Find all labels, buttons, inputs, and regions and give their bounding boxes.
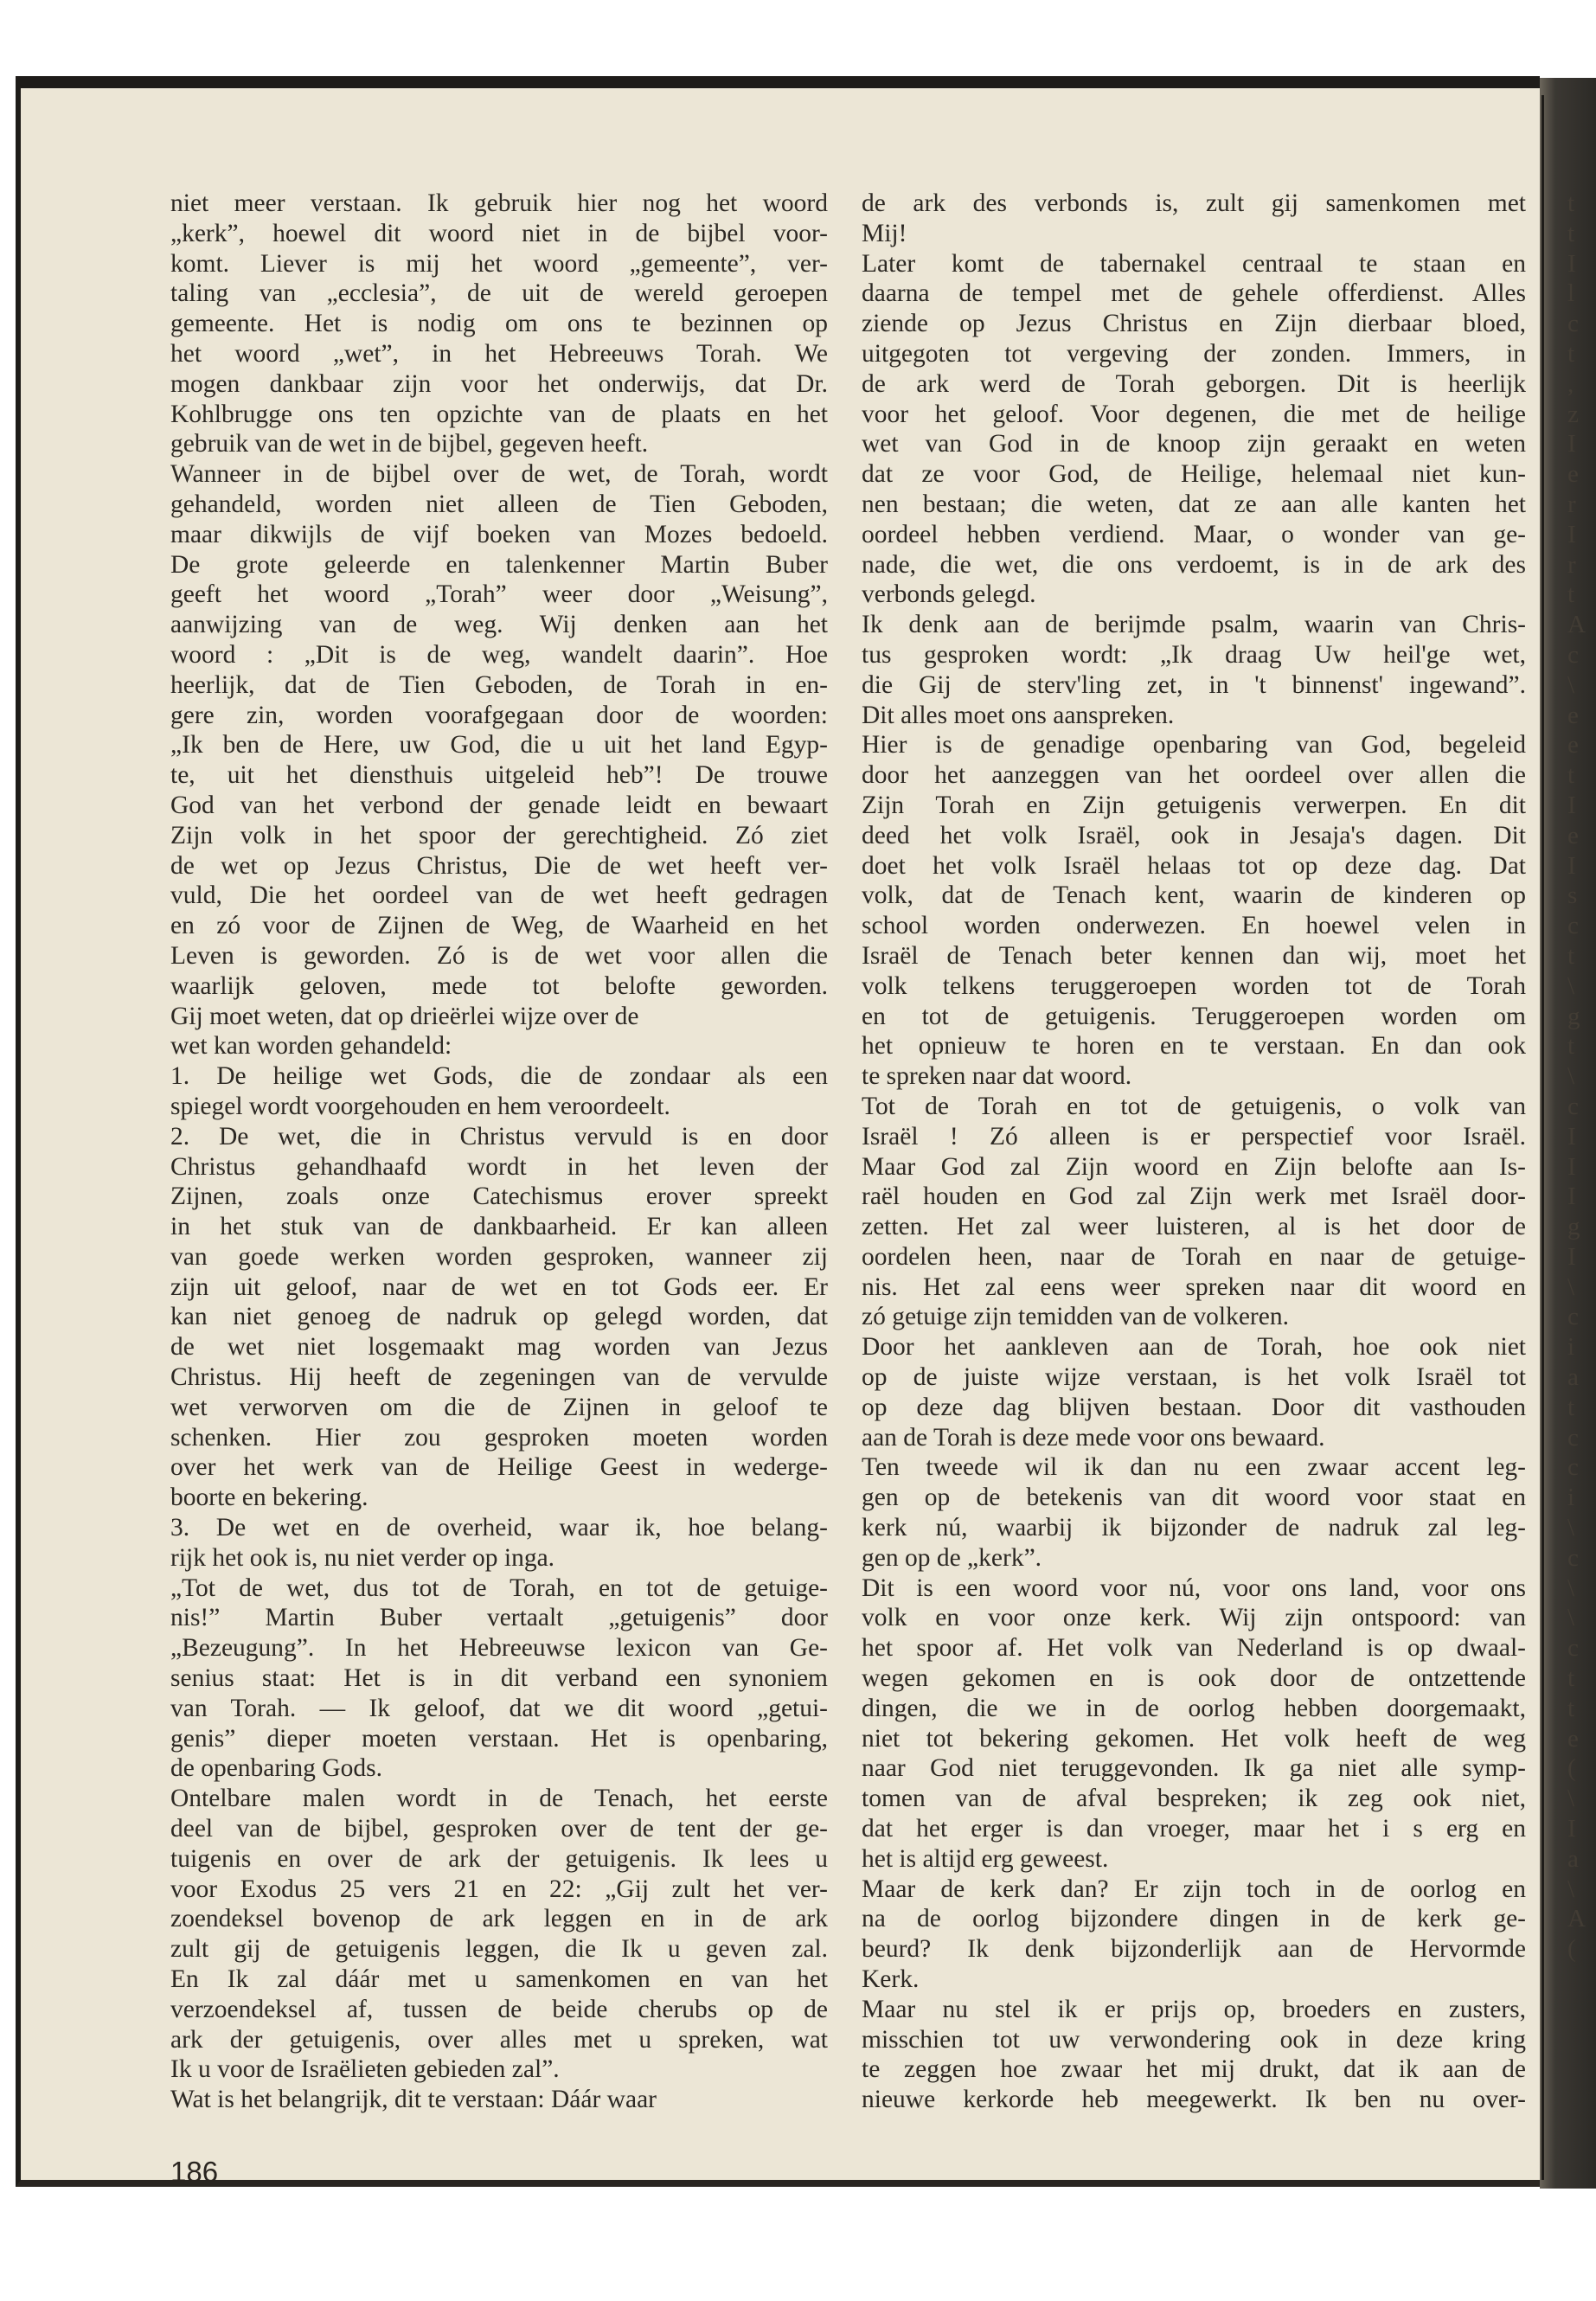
adjacent-page-letter: r (1567, 550, 1576, 579)
left-column-line: genis” dieper moeten verstaan. Het is openbaring, (170, 1724, 828, 1753)
right-column-line: nieuwe kerkorde heb meegewerkt. Ik ben nu over- (862, 2086, 1526, 2114)
right-column-line: gen op de „kerk”. (862, 1543, 1042, 1572)
adjacent-page-letter: I (1567, 1152, 1576, 1181)
left-column-line: te, uit het diensthuis uitgeleid heb”! De trouwe (170, 761, 828, 790)
adjacent-page-letter: l (1567, 279, 1575, 308)
adjacent-page-letter: g (1567, 1213, 1580, 1241)
adjacent-page-letter: e (1567, 731, 1579, 760)
left-column-line: 2. De wet, die in Christus vervuld is en door (170, 1122, 828, 1150)
right-column-line: volk, dat de Tenach kent, waarin de kinderen op (862, 881, 1526, 910)
adjacent-page-letter: e (1567, 701, 1579, 729)
left-column-line: de wet op Jezus Christus, Die de wet heeft ver- (170, 851, 828, 880)
left-column-line: de wet niet losgemaakt mag worden van Jezus (170, 1333, 828, 1362)
left-column-line: woord : „Dit is de weg, wandelt daarin”. Hoe (170, 640, 828, 669)
right-column-line: oordeel hebben verdiend. Maar, o wonder van ge- (862, 520, 1526, 548)
right-column-line: Ten tweede wil ik dan nu een zwaar accent leg- (862, 1453, 1526, 1482)
right-column-line: Maar de kerk dan? Er zijn toch in de oorlog en (862, 1875, 1526, 1903)
text-column-right (862, 189, 1526, 2115)
left-column-line: Kohlbrugge ons ten opzichte van de plaats en het (170, 400, 828, 428)
adjacent-page-letter: I (1567, 430, 1576, 458)
left-column-line: waarlijk geloven, mede tot belofte geworden. (170, 971, 828, 1000)
adjacent-page-letter: t (1567, 1664, 1575, 1693)
right-column-line: na de oorlog bijzondere dingen in de kerk ge- (862, 1905, 1526, 1933)
adjacent-page-letter: t (1567, 941, 1575, 970)
adjacent-page-letter: t (1567, 219, 1575, 247)
right-column-line: beurd? Ik denk bijzonderlijk aan de Hervormde (862, 1935, 1526, 1964)
adjacent-page-letter: I (1567, 851, 1576, 880)
adjacent-page-letter: s (1567, 881, 1578, 910)
right-column-line: de ark werd de Torah geborgen. Dit is heerlijk (862, 369, 1526, 398)
adjacent-page-letter: c (1567, 1092, 1579, 1120)
adjacent-page-letter: I (1567, 1815, 1576, 1843)
left-column-line: Wat is het belangrijk, dit te verstaan: Dáár waar (170, 2086, 657, 2114)
adjacent-page-letter: c (1567, 310, 1579, 338)
right-column-line: Zijn Torah en Zijn getuigenis verwerpen. En dit (862, 791, 1526, 819)
left-column-line: Zijnen, zoals onze Catechismus erover spreekt (170, 1183, 828, 1211)
left-column-line: van goede werken worden gesproken, wanneer zij (170, 1242, 828, 1271)
adjacent-page-letter: \ (1567, 1875, 1575, 1903)
left-column-line: Gij moet weten, dat op drieërlei wijze over de (170, 1002, 639, 1030)
right-column-line: deed het volk Israël, ook in Jesaja's dagen. Dit (862, 821, 1526, 849)
adjacent-page-letter: e (1567, 460, 1579, 489)
adjacent-page-letter: t (1567, 339, 1575, 368)
left-column-line: het woord „wet”, in het Hebreeuws Torah. We (170, 339, 828, 368)
page-number: 186 (170, 2156, 219, 2188)
adjacent-page-letter: \ (1567, 1272, 1575, 1301)
left-column-line: en zó voor de Zijnen de Weg, de Waarheid en het (170, 912, 828, 940)
left-column-line: nis!” Martin Buber vertaalt „getuigenis” door (170, 1604, 828, 1632)
left-column-line: schenken. Hier zou gesproken moeten worden (170, 1423, 828, 1452)
left-column-line: En Ik zal dáár met u samenkomen en van het (170, 1965, 828, 1994)
right-column-line: Mij! (862, 219, 907, 247)
right-column-line: nis. Het zal eens weer spreken naar dit woord en (862, 1272, 1526, 1301)
right-column-line: Maar nu stel ik er prijs op, broeders en zusters, (862, 1995, 1526, 2023)
adjacent-page-letters (1567, 189, 1593, 1965)
left-column-line: vuld, Die het oordeel van de wet heeft gedragen (170, 881, 828, 910)
adjacent-page-letter: t (1567, 1694, 1575, 1722)
left-column-line: heerlijk, dat de Tien Geboden, de Torah in en- (170, 670, 828, 699)
right-column-line: volk telkens teruggeroepen worden tot de Torah (862, 971, 1526, 1000)
right-column-line: nade, die wet, die ons verdoemt, is in de ark des (862, 550, 1526, 579)
right-column-line: raël houden en God zal Zijn werk met Israël door- (862, 1183, 1526, 1211)
right-column-line: te zeggen hoe zwaar het mij drukt, dat ik aan de (862, 2055, 1526, 2084)
left-column-line: 3. De wet en de overheid, waar ik, hoe belang- (170, 1514, 828, 1542)
left-column-line: boorte en bekering. (170, 1484, 369, 1512)
right-column-line: Israël de Tenach beter kennen dan wij, moet het (862, 941, 1526, 970)
left-column-line: Zijn volk in het spoor der gerechtigheid. Zó ziet (170, 821, 828, 849)
right-column-line: het opnieuw te horen en te verstaan. En dan ook (862, 1032, 1526, 1061)
adjacent-page-letter: I (1567, 249, 1576, 278)
left-column-line: Christus. Hij heeft de zegeningen van de vervulde (170, 1363, 828, 1392)
right-column-line: aan de Torah is deze mede voor ons bewaard. (862, 1423, 1325, 1452)
left-column-line: zijn uit geloof, naar de wet en tot Gods eer. Er (170, 1272, 828, 1301)
right-column-line: doet het volk Israël helaas tot op deze dag. Dat (862, 851, 1526, 880)
right-column-line: door het aanzeggen van het oordeel over allen die (862, 761, 1526, 790)
adjacent-page-letter: t (1567, 580, 1575, 609)
right-column-line: dat het erger is dan vroeger, maar het i s erg en (862, 1815, 1526, 1843)
right-column-line: daarna de tempel met de gehele offerdienst. Alles (862, 279, 1526, 308)
left-column-line: „Tot de wet, dus tot de Torah, en tot de getuige- (170, 1574, 828, 1602)
adjacent-page-letter: I (1567, 791, 1576, 819)
right-column-line: Dit is een woord voor nú, voor ons land, voor ons (862, 1574, 1526, 1602)
right-column-line: wet van God in de knoop zijn geraakt en weten (862, 430, 1526, 458)
adjacent-page-letter: a (1567, 1363, 1579, 1392)
adjacent-page-letter: i (1567, 1484, 1575, 1512)
left-column-line: deel van de bijbel, gesproken over de tent der ge- (170, 1815, 828, 1843)
right-column-line: op deze dag blijven bestaan. Door dit vasthouden (862, 1393, 1526, 1421)
adjacent-page-letter: t (1567, 1393, 1575, 1421)
adjacent-page-letter: , (1567, 369, 1574, 398)
text-column-left (170, 189, 828, 2115)
right-column-line: de ark des verbonds is, zult gij samenkomen met (862, 189, 1526, 217)
adjacent-page-letter: A (1567, 611, 1586, 639)
right-column-line: voor het geloof. Voor degenen, die met de heilige (862, 400, 1526, 428)
right-column-line: Hier is de genadige openbaring van God, begeleid (862, 731, 1526, 760)
right-column-line: Door het aankleven aan de Torah, hoe ook niet (862, 1333, 1526, 1362)
left-column-line: Ontelbare malen wordt in de Tenach, het eerste (170, 1785, 828, 1813)
adjacent-page-letter: \ (1567, 670, 1575, 699)
left-column-line: mogen dankbaar zijn voor het onderwijs, dat Dr. (170, 369, 828, 398)
left-column-line: van Torah. — Ik geloof, dat we dit woord „getui- (170, 1694, 828, 1722)
left-column-line: „Bezeugung”. In het Hebreeuwse lexicon van Ge- (170, 1634, 828, 1663)
right-column-line: niet tot bekering gekomen. Het volk heeft de weg (862, 1724, 1526, 1753)
left-column-line: tuigenis en over de ark der getuigenis. Ik lees u (170, 1844, 828, 1873)
right-column-line: naar God niet teruggevonden. Ik ga niet alle symp- (862, 1754, 1526, 1783)
adjacent-page-letter: z (1567, 400, 1579, 428)
left-column-line: gehandeld, worden niet alleen de Tien Geboden, (170, 490, 828, 518)
right-column-line: zó getuige zijn temidden van de volkeren. (862, 1303, 1289, 1331)
left-column-line: wet kan worden gehandeld: (170, 1032, 452, 1061)
left-column-line: verzoendeksel af, tussen de beide cherubs op de (170, 1995, 828, 2023)
right-column-line: te spreken naar dat woord. (862, 1062, 1132, 1091)
left-column-line: ark der getuigenis, over alles met u spreken, wat (170, 2025, 828, 2054)
left-column-line: gebruik van de wet in de bijbel, gegeven heeft. (170, 430, 649, 458)
right-column-line: tus gesproken wordt: „Ik draag Uw heil'ge wet, (862, 640, 1526, 669)
right-column-line: op de juiste wijze verstaan, is het volk Israël tot (862, 1363, 1526, 1392)
right-column-line: dingen, die we in de oorlog hebben doorgemaakt, (862, 1694, 1526, 1722)
adjacent-page-letter: r (1567, 490, 1576, 518)
left-column-line: aanwijzing van de weg. Wij denken aan het (170, 611, 828, 639)
right-column-line: volk en voor onze kerk. Wij zijn ontspoord: van (862, 1604, 1526, 1632)
adjacent-page-letter: ( (1567, 1754, 1576, 1783)
left-column-line: wet verworven om die de Zijnen in geloof te (170, 1393, 828, 1421)
left-column-line: gemeente. Het is nodig om ons te bezinnen op (170, 310, 828, 338)
right-column-line: oordelen heen, naar de Torah en naar de getuige- (862, 1242, 1526, 1271)
adjacent-page-letter: c (1567, 1423, 1579, 1452)
left-column-line: de openbaring Gods. (170, 1754, 382, 1783)
right-column-line: school worden onderwezen. En hoewel velen in (862, 912, 1526, 940)
adjacent-page-letter: c (1567, 912, 1579, 940)
right-column-line: Dit alles moet ons aanspreken. (862, 701, 1175, 729)
right-column-line: Maar God zal Zijn woord en Zijn belofte aan Is- (862, 1152, 1526, 1181)
right-column-line: Israël ! Zó alleen is er perspectief voor Israël. (862, 1122, 1526, 1150)
left-column-line: „Ik ben de Here, uw God, die u uit het land Egyp- (170, 731, 828, 760)
adjacent-page-letter: c (1567, 640, 1579, 669)
adjacent-page-letter: \ (1567, 1062, 1575, 1091)
left-column-line: rijk het ook is, nu niet verder op inga. (170, 1543, 555, 1572)
left-column-line: voor Exodus 25 vers 21 en 22: „Gij zult het ver- (170, 1875, 828, 1903)
adjacent-page-letter: c (1567, 1303, 1579, 1331)
adjacent-page-letter: g (1567, 1002, 1580, 1030)
left-column-line: „kerk”, hoewel dit woord niet in de bijbel voor- (170, 219, 828, 247)
right-column-line: tomen van de afval bespreken; ik zeg ook niet, (862, 1785, 1526, 1813)
left-column-line: senius staat: Het is in dit verband een synoniem (170, 1664, 828, 1693)
right-column-line: Tot de Torah en tot de getuigenis, o volk van (862, 1092, 1526, 1120)
left-column-line: zoendeksel bovenop de ark leggen en in de ark (170, 1905, 828, 1933)
right-column-line: wegen gekomen en is ook door de ontzettende (862, 1664, 1526, 1693)
left-column-line: spiegel wordt voorgehouden en hem veroordeelt. (170, 1092, 670, 1120)
right-column-line: verbonds gelegd. (862, 580, 1036, 609)
left-column-line: maar dikwijls de vijf boeken van Mozes bedoeld. (170, 520, 828, 548)
right-column-line: Ik denk aan de berijmde psalm, waarin van Chris- (862, 611, 1526, 639)
right-column-line: ziende op Jezus Christus en Zijn dierbaar bloed, (862, 310, 1526, 338)
adjacent-page-letter: \ (1567, 971, 1575, 1000)
adjacent-page-letter: \ (1567, 1514, 1575, 1542)
left-column-line: komt. Liever is mij het woord „gemeente”, ver- (170, 249, 828, 278)
left-column-line: Leven is geworden. Zó is de wet voor allen die (170, 941, 828, 970)
right-column-line: gen op de betekenis van dit woord voor staat en (862, 1484, 1526, 1512)
adjacent-page-letter: A (1567, 1905, 1586, 1933)
right-column-line: nen bestaan; die weten, dat ze aan alle kanten het (862, 490, 1526, 518)
adjacent-page-letter: e (1567, 1724, 1579, 1753)
left-column-line: Christus gehandhaafd wordt in het leven der (170, 1152, 828, 1181)
left-column-line: in het stuk van de dankbaarheid. Er kan alleen (170, 1213, 828, 1241)
left-column-line: over het werk van de Heilige Geest in wederge- (170, 1453, 828, 1482)
adjacent-page-letter: ( (1567, 1935, 1576, 1964)
left-column-line: God van het verbond der genade leidt en bewaart (170, 791, 828, 819)
left-column-line: gere zin, worden voorafgegaan door de woorden: (170, 701, 828, 729)
left-column-line: 1. De heilige wet Gods, die de zondaar als een (170, 1062, 828, 1091)
adjacent-page-letter: \ (1567, 1785, 1575, 1813)
right-column-line: dat ze voor God, de Heilige, helemaal niet kun- (862, 460, 1526, 489)
adjacent-page-letter: \ (1567, 1574, 1575, 1602)
adjacent-page-letter: I (1567, 520, 1576, 548)
left-column-line: zult gij de getuigenis leggen, die Ik u geven zal. (170, 1935, 828, 1964)
adjacent-page-letter: \ (1567, 1604, 1575, 1632)
right-column-line: Kerk. (862, 1965, 920, 1994)
adjacent-page-letter: e (1567, 821, 1579, 849)
left-column-line: De grote geleerde en talenkenner Martin Buber (170, 550, 828, 579)
left-column-line: niet meer verstaan. Ik gebruik hier nog het woord (170, 189, 828, 217)
adjacent-page-letter: I (1567, 1122, 1576, 1150)
right-column-line: uitgegoten tot vergeving der zonden. Immers, in (862, 339, 1526, 368)
adjacent-page-letter: i (1567, 1333, 1575, 1362)
adjacent-page-letter: I (1567, 1242, 1576, 1271)
adjacent-page-letter: I (1567, 1183, 1576, 1211)
right-column-line: misschien tot uw verwondering ook in deze kring (862, 2025, 1526, 2054)
adjacent-page-letter: c (1567, 1543, 1579, 1572)
left-column-line: geeft het woord „Torah” weer door „Weisung”, (170, 580, 828, 609)
left-column-line: Wanneer in de bijbel over de wet, de Torah, wordt (170, 460, 828, 489)
left-column-line: taling van „ecclesia”, de uit de wereld geroepen (170, 279, 828, 308)
adjacent-page-letter: t (1567, 761, 1575, 790)
right-column-line: zetten. Het zal weer luisteren, al is het door de (862, 1213, 1526, 1241)
right-column-line: kerk nú, waarbij ik bijzonder de nadruk zal leg- (862, 1514, 1526, 1542)
right-column-line: het spoor af. Het volk van Nederland is op dwaal- (862, 1634, 1526, 1663)
left-column-line: kan niet genoeg de nadruk op gelegd worden, dat (170, 1303, 828, 1331)
right-column-line: het is altijd erg geweest. (862, 1844, 1109, 1873)
left-column-line: Ik u voor de Israëlieten gebieden zal”. (170, 2055, 560, 2084)
adjacent-page-letter: c (1567, 1453, 1579, 1482)
right-column-line: die Gij de sterv'ling zet, in 't binnenst' ingewand”. (862, 670, 1526, 699)
adjacent-page-letter: t (1567, 189, 1575, 217)
right-column-line: en tot de getuigenis. Teruggeroepen worden om (862, 1002, 1526, 1030)
adjacent-page-letter: a (1567, 1844, 1579, 1873)
adjacent-page-letter: t (1567, 1032, 1575, 1061)
adjacent-page-letter: c (1567, 1634, 1579, 1663)
right-column-line: Later komt de tabernakel centraal te staan en (862, 249, 1526, 278)
